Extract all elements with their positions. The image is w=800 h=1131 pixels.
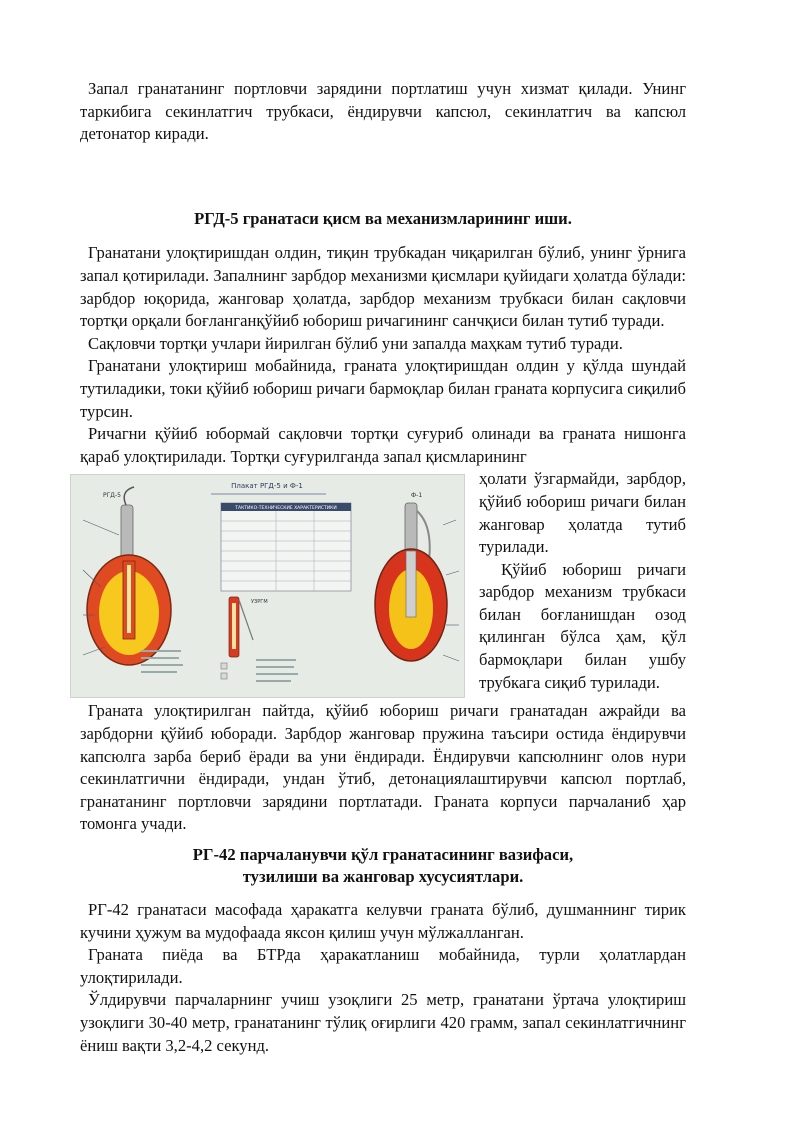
wrapped-paragraph: ҳолати ўзгармайди, зарбдор, қўйиб юбориш ричаги билан жанговар ҳолатда тутиб турилади.: [479, 469, 686, 557]
paragraph: Гранатани улоқтиришдан олдин, тиқин трубкадан чиқарилган бўлиб, унинг ўрнига запал қотирилади. Запалнинг зарбдор механизми қисмлари қуйидаги ҳолатда бўлади: зарбдор юқорида, жанговар ҳолатда, зарбдор механизм трубкаси билан сақловчи тортқи орқали боғланганқўйиб юбориш ричагининг санчқиси билан тутиб туради.: [80, 243, 686, 331]
wrapped-paragraph: Қўйиб юбориш ричаги зарбдор механизм трубкаси билан боғланишдан озод қилинган бўлса ҳам, қўл бармоқлари билан ушбу трубкага сиқиб турилади.: [479, 559, 686, 692]
section-heading-rgd5: РГД-5 гранатаси қисм ва механизмларининг иши.: [194, 208, 572, 228]
center-fuse-label: УЗРГМ: [251, 599, 268, 606]
paragraph: РГ-42 гранатаси масофада ҳаракатга келувчи граната бўлиб, душманнинг тирик кучини ҳужум ва мудофаада яксон қилиш учун мўлжалланган.: [80, 900, 686, 942]
paragraph: Граната пиёда ва БТРда ҳаракатланиш мобайнида, турли ҳолатлардан улоқтирилади.: [80, 945, 686, 987]
paragraph: Граната улоқтирилган пайтда, қўйиб юбориш ричаги гранатадан ажрайди ва зарбдорни қўйиб юборади. Зарбдор жанговар пружина таъсири остида ёндирувчи капсюлга зарба бериб ёради ва уни ёндиради. Ёндирувчи капсюлнинг олов нури секинлатгични ёндиради, ундан ўтиб, детонациялаштирувчи капсюл портлаб, гранатанинг портловчи зарядини портлатади. Граната корпуси парчаланиб ҳар томонга учади.: [80, 701, 686, 834]
intro-paragraph: Запал гранатанинг портловчи зарядини портлатиш учун хизмат қилади. Унинг таркибига секинлатгич трубкаси, ёндирувчи капсюл, секинлатгич ва капсюл детонатор киради.: [80, 79, 686, 144]
poster-title: Плакат РГД-5 и Ф-1: [231, 482, 303, 491]
paragraph: Ричагни қўйиб юбормай сақловчи тортқи суғуриб олинади ва граната нишонга қараб улоқтирилади. Тортқи суғурилганда запал қисмларининг: [80, 424, 686, 466]
spec-table-title: ТАКТИКО-ТЕХНИЧЕСКИЕ ХАРАКТЕРИСТИКИ: [235, 506, 337, 512]
spec-table: [221, 503, 351, 591]
paragraph: Сақловчи тортқи учлари йирилган бўлиб уни запалда маҳкам тутиб туради.: [88, 333, 623, 353]
section-heading-rg42-line1: РГ-42 парчаланувчи қўл гранатасининг вазифаси,: [192, 844, 574, 864]
paragraph: Ўлдирувчи парчаларнинг учиш узоқлиги 25 метр, гранатани ўртача улоқтириш узоқлиги 30-40 метр, гранатанинг тўлиқ оғирлиги 420 грамм, запал секинлатгичнинг ёниш вақти 3,2-4,2 секунд.: [80, 990, 686, 1055]
section-heading-rg42-line2: тузилиши ва жанговар хусусиятлари.: [242, 867, 524, 887]
left-grenade-label: РГД-5: [103, 492, 121, 500]
right-grenade-label: Ф-1: [411, 492, 423, 500]
grenade-poster-drawing: [71, 475, 464, 697]
grenade-poster-image: [70, 474, 465, 698]
document-page: [80, 78, 686, 1057]
paragraph: Гранатани улоқтириш мобайнида, граната улоқтиришдан олдин у қўлда шундай тутиладики, токи қўйиб юбориш ричаги бармоқлар билан граната корпусига сиқилиб турсин.: [80, 356, 686, 421]
figure-wrap: [80, 468, 686, 694]
